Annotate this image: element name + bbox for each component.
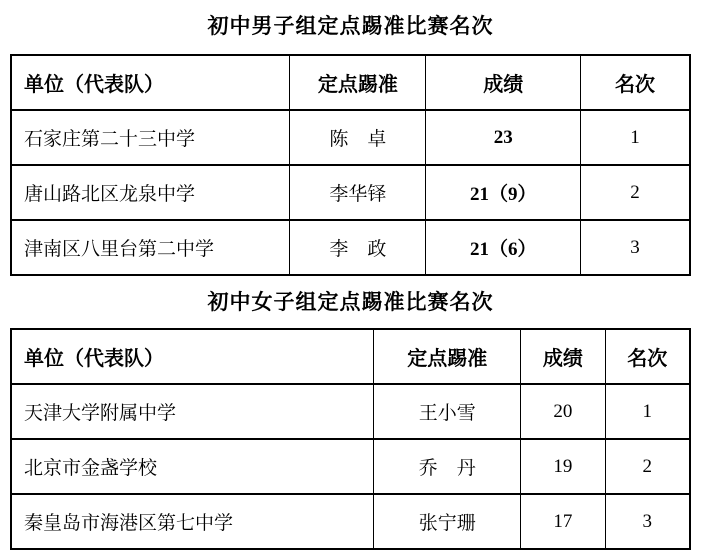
unit-cell: 津南区八里台第二中学 xyxy=(11,220,290,275)
score-cell: 21（6） xyxy=(426,220,581,275)
score-cell: 17 xyxy=(521,494,605,549)
unit-cell: 石家庄第二十三中学 xyxy=(11,110,290,165)
table-row xyxy=(11,439,690,494)
rank-cell: 2 xyxy=(605,439,690,494)
boys-header-row xyxy=(11,55,690,110)
score-cell: 19 xyxy=(521,439,605,494)
girls-results-table xyxy=(10,328,691,550)
rank-cell: 1 xyxy=(581,110,690,165)
rank-cell: 3 xyxy=(581,220,690,275)
unit-cell: 北京市金盏学校 xyxy=(11,439,374,494)
score-cell: 23 xyxy=(426,110,581,165)
score-cell: 21（9） xyxy=(426,165,581,220)
table-row xyxy=(11,494,690,549)
athlete-cell: 李华铎 xyxy=(290,165,426,220)
girls-column-header-unit: 单位（代表队） xyxy=(11,329,374,384)
table-row xyxy=(11,384,690,439)
boys-column-header-rank: 名次 xyxy=(581,55,690,110)
girls-column-header-score: 成绩 xyxy=(521,329,605,384)
unit-cell: 天津大学附属中学 xyxy=(11,384,374,439)
athlete-cell: 李 政 xyxy=(290,220,426,275)
girls-column-header-event: 定点踢准 xyxy=(374,329,521,384)
rank-cell: 1 xyxy=(605,384,690,439)
rank-cell: 3 xyxy=(605,494,690,549)
athlete-cell: 张宁珊 xyxy=(374,494,521,549)
table-row xyxy=(11,165,690,220)
score-cell: 20 xyxy=(521,384,605,439)
boys-column-header-score: 成绩 xyxy=(426,55,581,110)
athlete-cell: 陈 卓 xyxy=(290,110,426,165)
boys-column-header-unit: 单位（代表队） xyxy=(11,55,290,110)
girls-column-header-rank: 名次 xyxy=(605,329,690,384)
table-row xyxy=(11,110,690,165)
boys-results-table xyxy=(10,54,691,276)
athlete-cell: 乔 丹 xyxy=(374,439,521,494)
boys-column-header-event: 定点踢准 xyxy=(290,55,426,110)
athlete-cell: 王小雪 xyxy=(374,384,521,439)
girls-header-row xyxy=(11,329,690,384)
boys-section-title: 初中男子组定点踢准比赛名次 xyxy=(207,14,494,38)
unit-cell: 唐山路北区龙泉中学 xyxy=(11,165,290,220)
unit-cell: 秦皇岛市海港区第七中学 xyxy=(11,494,374,549)
rank-cell: 2 xyxy=(581,165,690,220)
table-row xyxy=(11,220,690,275)
girls-section-title: 初中女子组定点踢准比赛名次 xyxy=(207,290,494,314)
